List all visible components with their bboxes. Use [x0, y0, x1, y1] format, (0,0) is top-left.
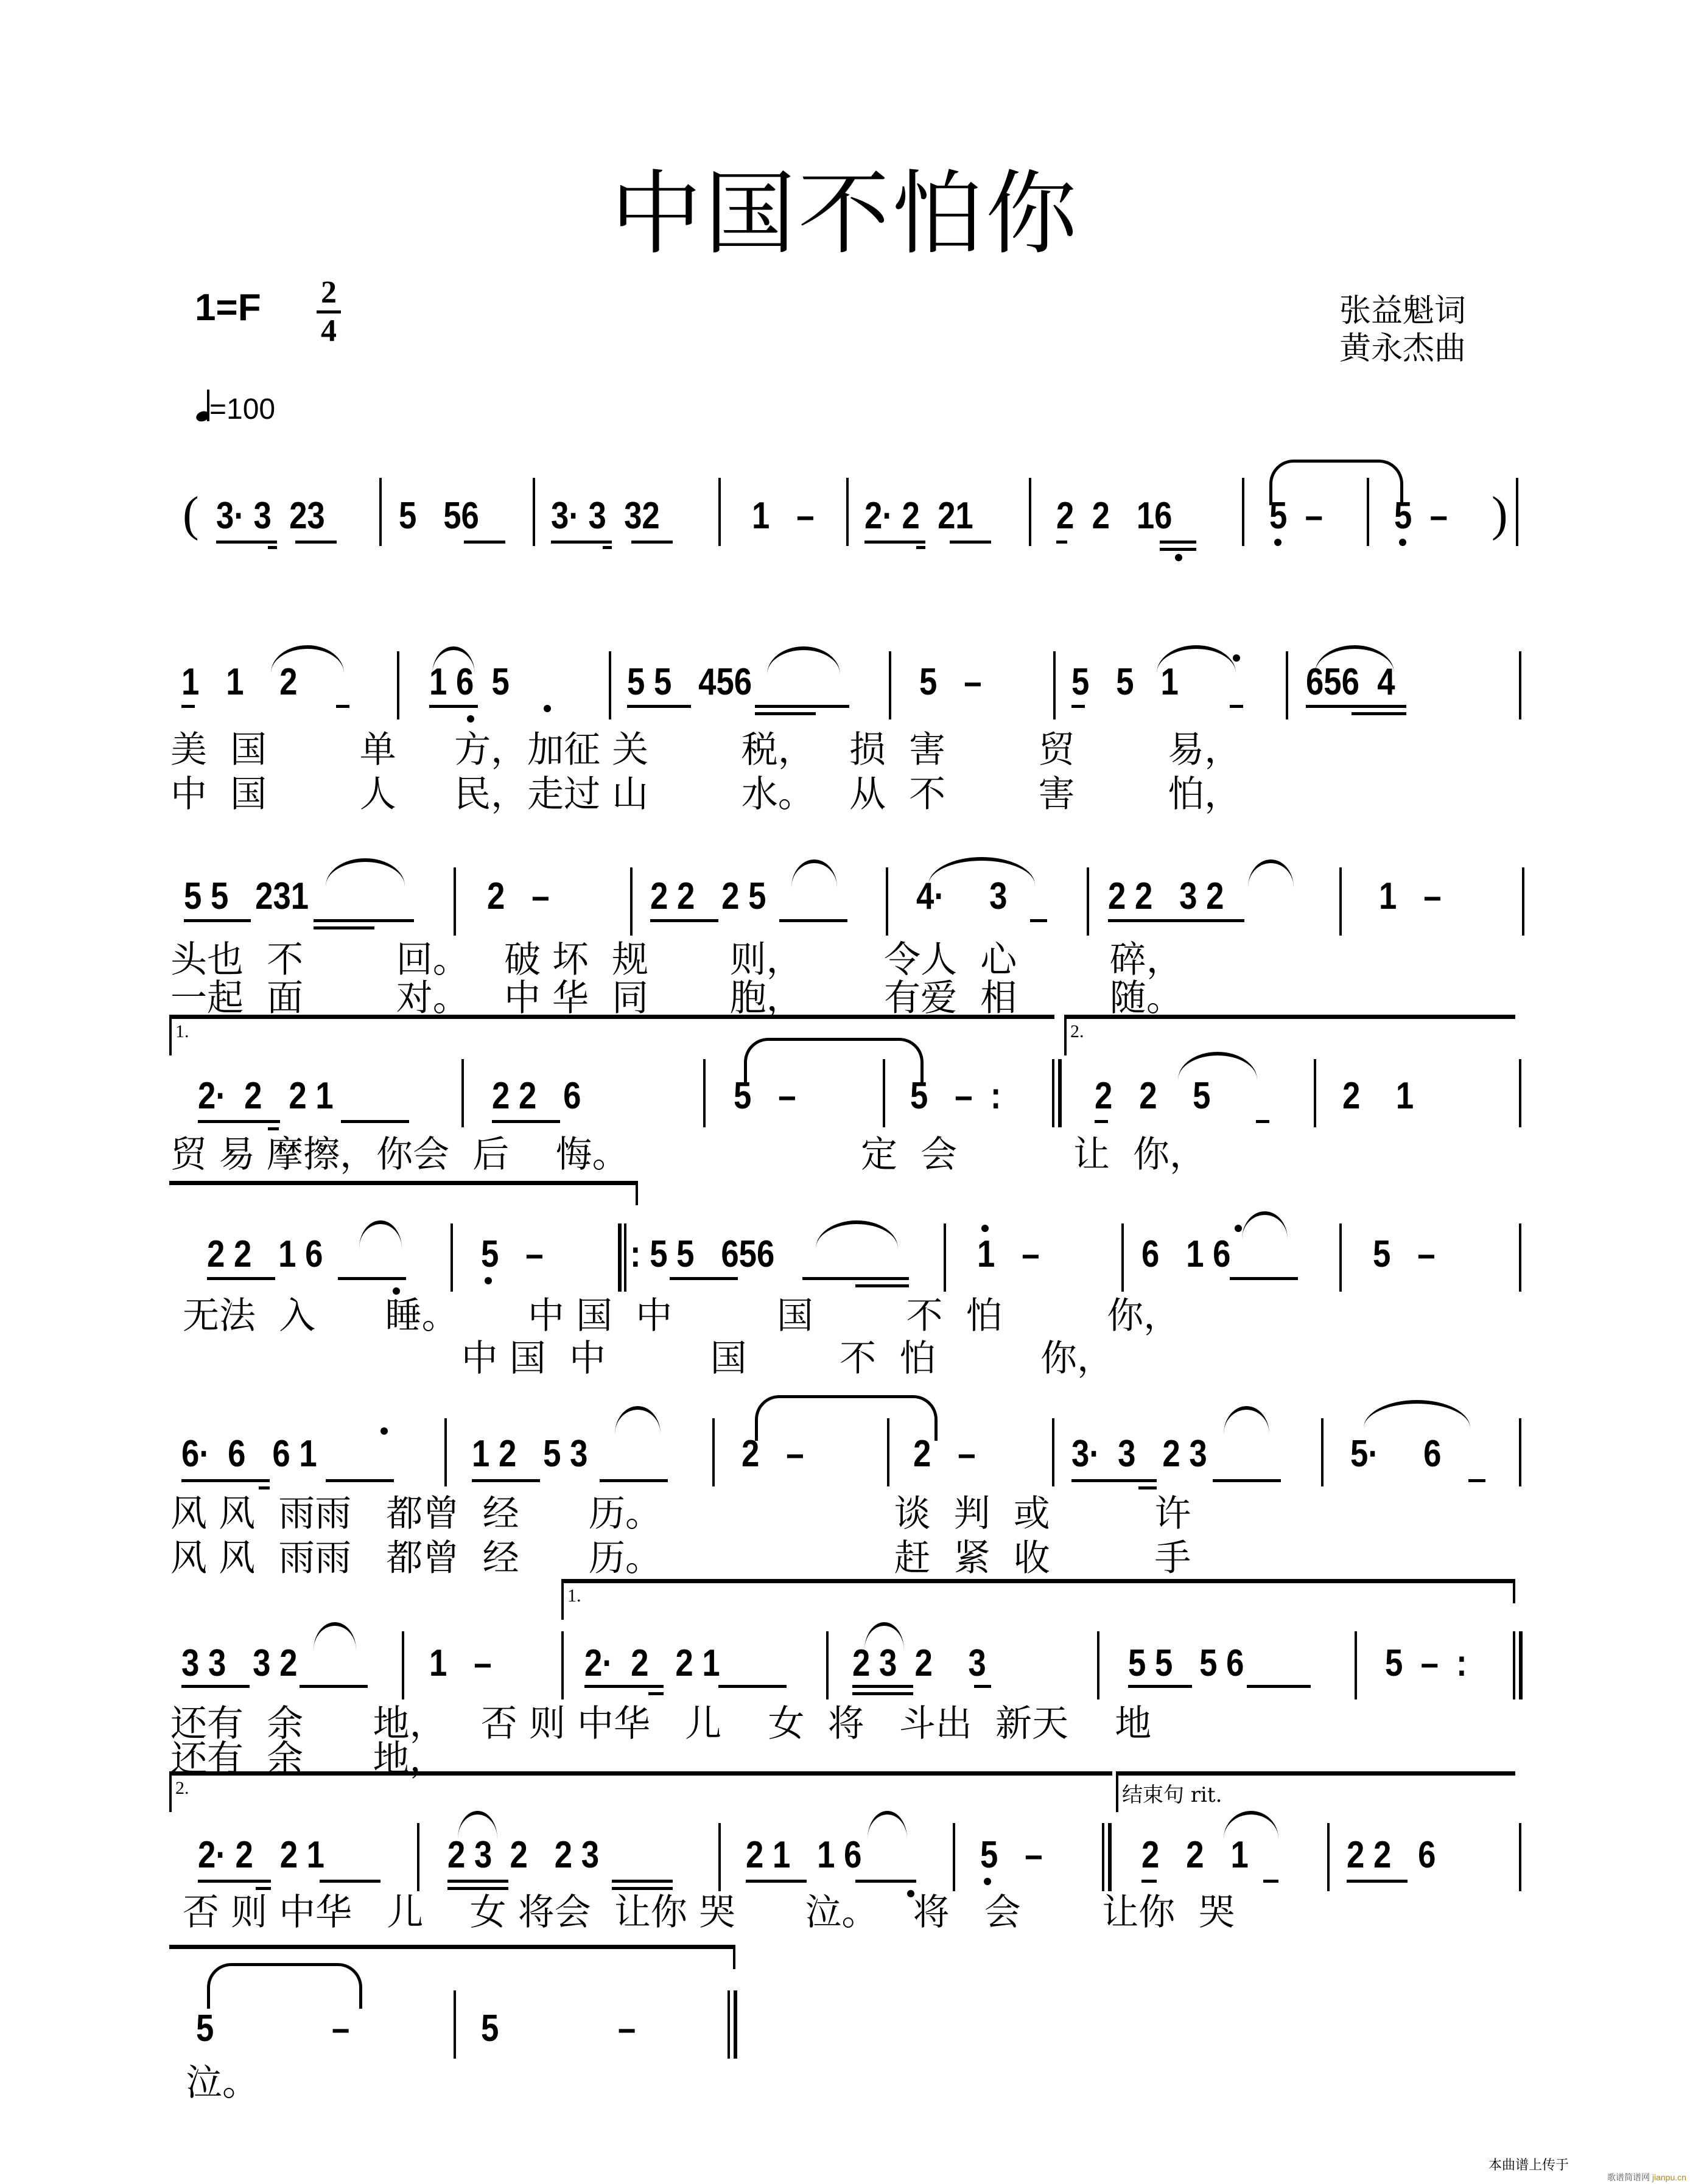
lyrics-verse1: 贸 易 摩擦，你会 后 悔。 定 会 让 你，: [170, 1133, 1207, 1176]
lyricist: 张益魁词: [1339, 293, 1467, 329]
watermark-upload: 本曲谱上传于: [1488, 2157, 1569, 2172]
volta-1: 1.: [561, 1579, 1515, 1620]
lyrics-verse1: 风 风 雨雨 都曾 经 历。 谈 判 或 许: [170, 1493, 1191, 1535]
volta-1-end: [169, 1181, 638, 1185]
watermark-site: 歌谱简谱网 jianpu.cn: [1607, 2172, 1686, 2182]
lyrics-verse2: 还有 余 地，: [170, 1738, 446, 1780]
lyrics-verse2: 中 国 人 民，走过 山 水。 从 不 害 怕，: [170, 773, 1241, 816]
system-line6: 3 3 3 2 1 – 2· 2 2 1 2 3 2 3 5 5 5 6 5 – : 还有 余 地， 否 则 中华 儿 女 将 斗出 新天 地 还有 余 地，: [0, 1607, 1690, 1765]
system-intro: ( 3· 3 23 5 56 3· 3 32 1 – 2· 2 21 2 2 16 5 – 5 – ): [0, 463, 1690, 548]
volta-2: 2.: [169, 1771, 1112, 1812]
lyrics-verse1: 否 则 中华 儿 女 将会 让你 哭 泣。 将 会 让你 哭: [183, 1891, 1235, 1934]
volta-ending-end: [169, 1945, 735, 1949]
lyrics-verse1: 还有 余 地， 否 则 中华 儿 女 将 斗出 新天 地: [170, 1703, 1152, 1745]
quarter-note-icon: [196, 393, 209, 425]
lyrics-verse1: 头也 不 回。 破 坏 规 则， 令人 心 碎，: [170, 939, 1183, 981]
system-line3: 2· 2 2 1 2 2 6 5 – 5 – : 2 2 5 2 1 贸 易 摩擦，你会 后 悔。 定 会 让 你，: [0, 1035, 1690, 1181]
lyrics-verse2: 一起 面 对。 中 华 同 胞， 有爱 相 随。: [170, 977, 1183, 1020]
system-line8: 5 – 5 – 泣。: [0, 1972, 1690, 2094]
time-signature: 2 4: [317, 277, 341, 347]
song-title: 中国不怕你: [610, 161, 1079, 267]
lyrics-verse1: 无法 入 睡。 中 国 中 国 不 怕 你，: [183, 1295, 1180, 1337]
key-signature: 1=F: [195, 287, 261, 329]
system-line4: 2 2 1 6 5 – : 5 5 656 1 – 6 1 6 5 – 无法 入 睡。 中 国 中 国 不 怕 你， 中 国 中 国 不 怕 你，: [0, 1211, 1690, 1376]
lyrics-verse1: 泣。: [186, 2062, 259, 2104]
system-line7: 2· 2 2 1 2 3 2 2 3 2 1 1 6 5 – 2 2 1 2 2 6 否 则 中华 儿 女 将会 让你 哭 泣。 将 会 让你 哭: [0, 1802, 1690, 1948]
lyrics-verse2: 中 国 中 国 不 怕 你，: [183, 1337, 1113, 1380]
volta-2: 2.: [1064, 1015, 1515, 1055]
tempo-marking: =100: [196, 390, 275, 426]
system-line1: 1 1 2 1 6 5 5 5 456 5 – 5 5 1 656 4 美 国 单 方，加征 关 税， 损 害 贸 易， 中 国 人 民，走过 山 水。 从 不 害 怕，: [0, 627, 1690, 822]
volta-1: 1.: [169, 1015, 1054, 1055]
system-line2: 5 5 231 2 – 2 2 2 5 4· 3 2 2 3 2 1 – 头也 不 回。 破 坏 规 则， 令人 心 碎， 一起 面 对。 中 华 同 胞， 有爱 相 随。: [0, 840, 1690, 1023]
lyrics-verse1: 美 国 单 方，加征 关 税， 损 害 贸 易，: [170, 729, 1241, 771]
composer: 黄永杰曲: [1339, 331, 1467, 367]
lyrics-verse2: 风 风 雨雨 都曾 经 历。 赶 紧 收 手: [170, 1537, 1191, 1580]
system-line5: 6· 6 6 1 1 2 5 3 2 – 2 – 3· 3 2 3 5· 6 风 风 雨雨 都曾 经 历。 谈 判 或 许 风 风 雨雨 都曾 经 历。 赶 紧 收 手: [0, 1400, 1690, 1583]
credits: [1339, 292, 1466, 368]
volta-ending-rit: 结束句 rit.: [1116, 1771, 1515, 1812]
